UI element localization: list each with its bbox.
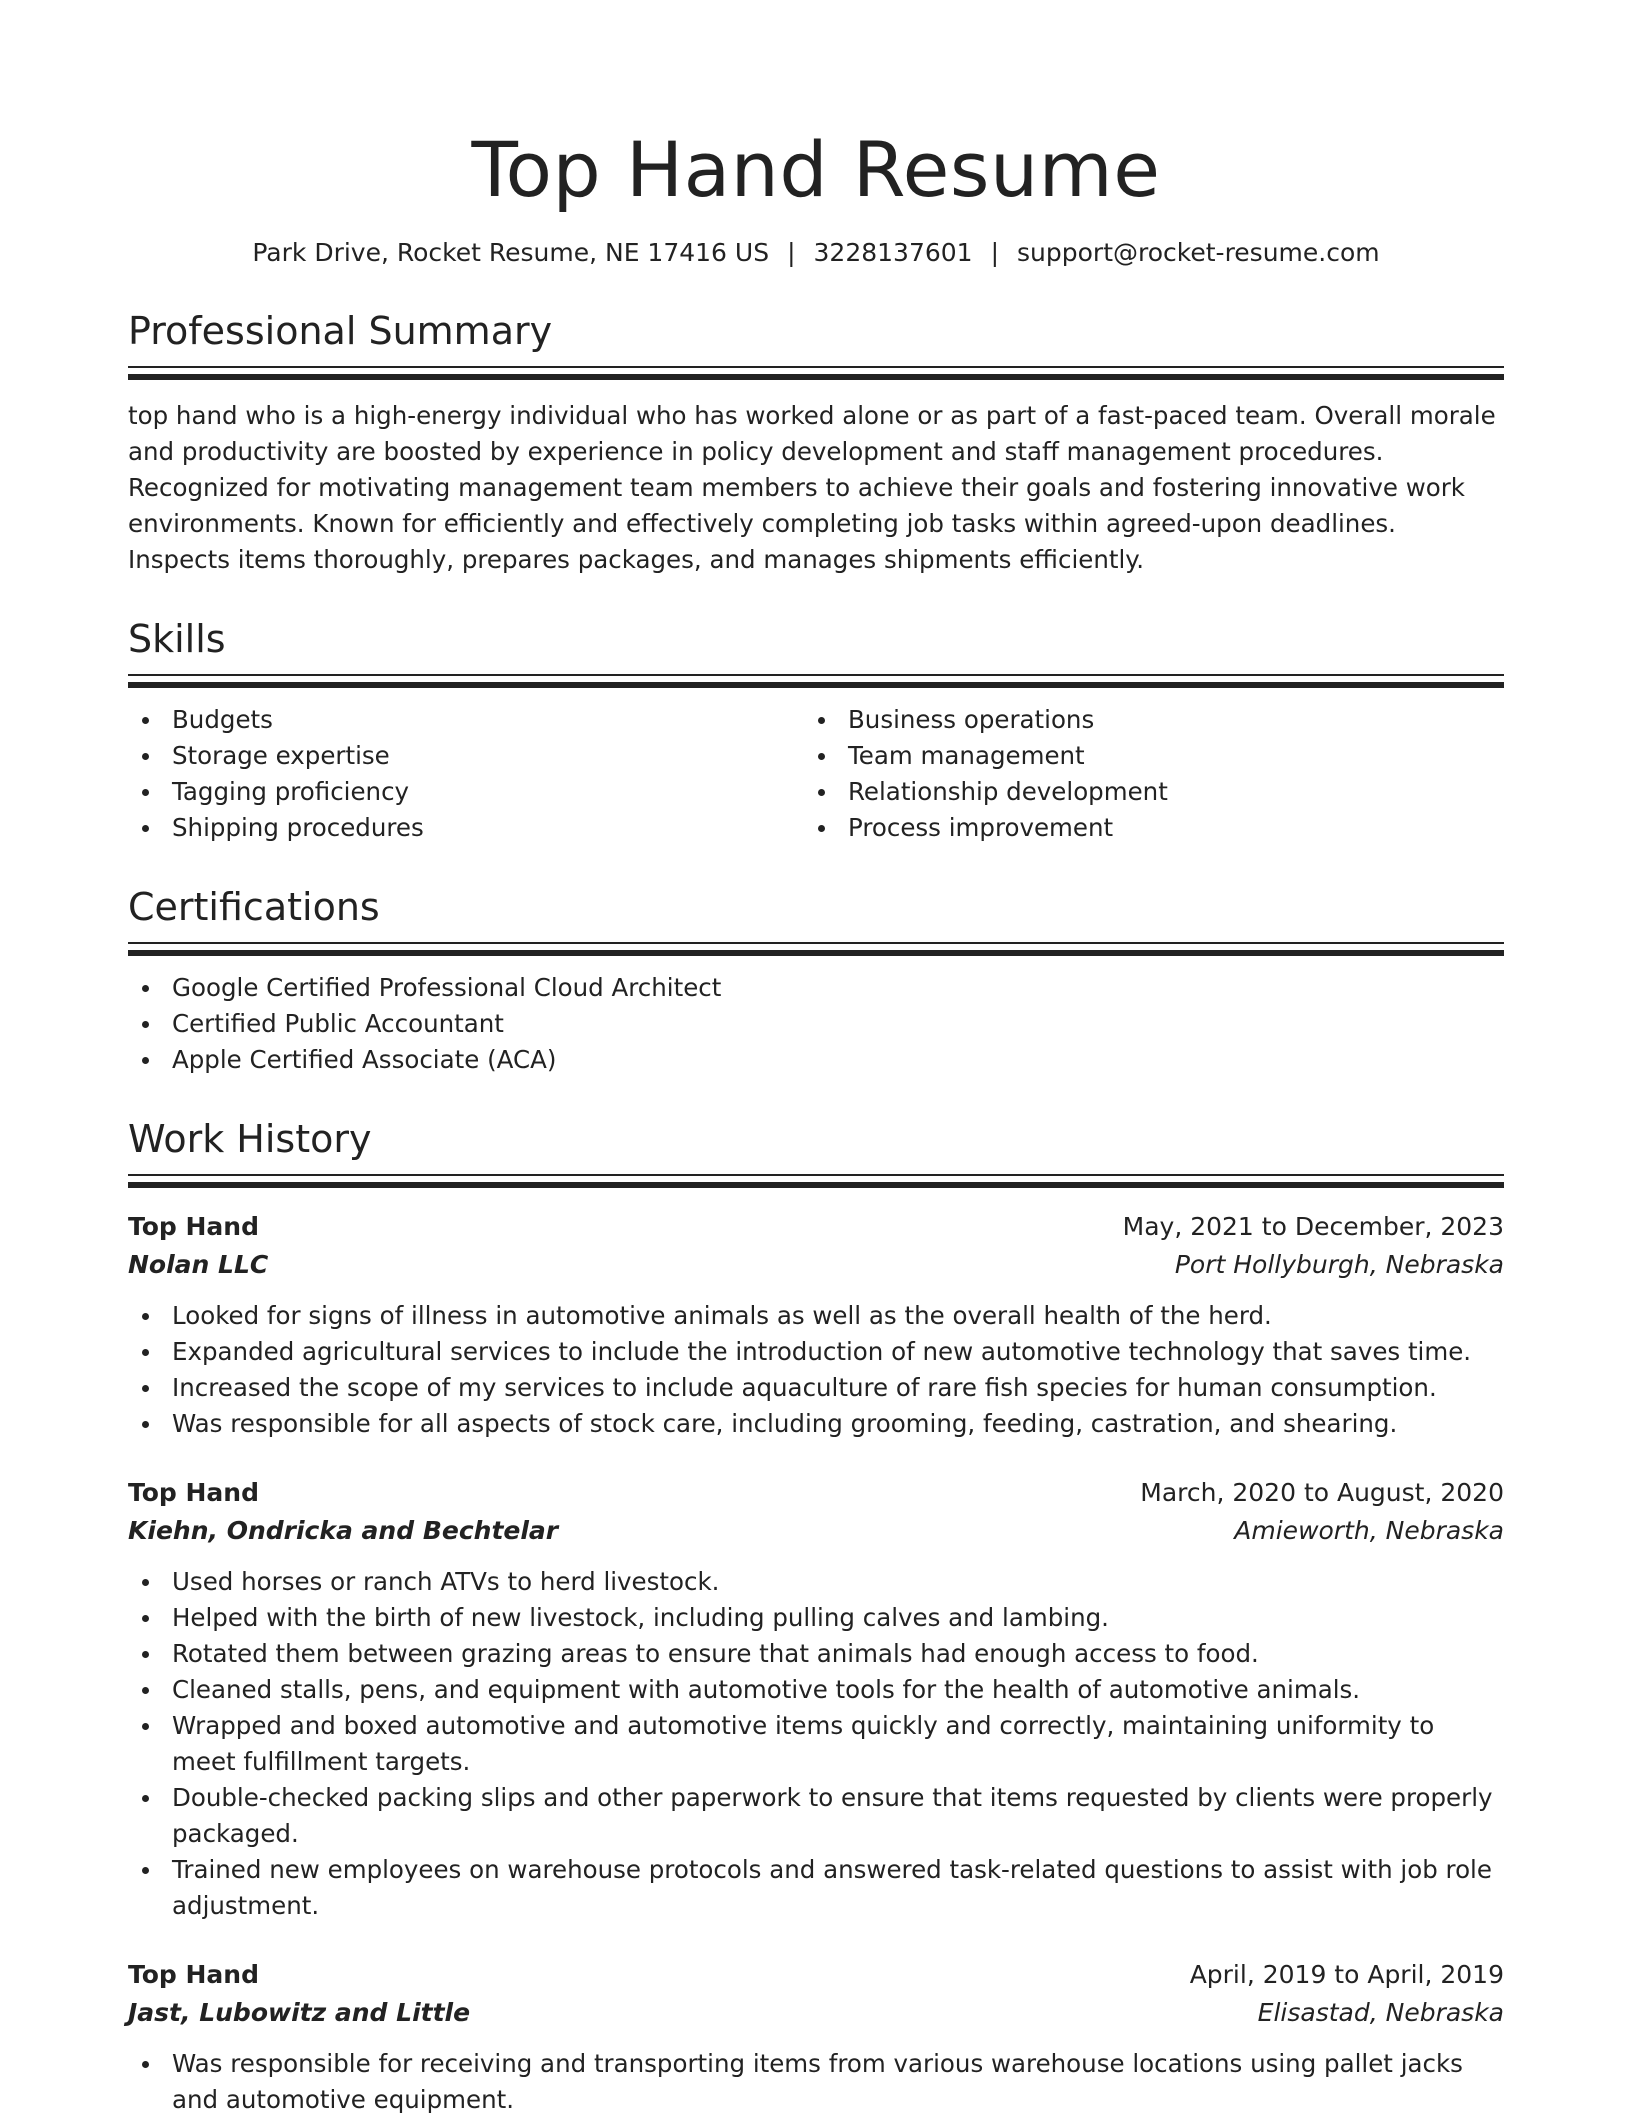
skills-grid xyxy=(128,702,1504,846)
section-rule xyxy=(128,366,1504,380)
contact-separator: | xyxy=(990,238,1000,267)
skill-item: Storage expertise xyxy=(128,738,804,774)
job-duty-item: Increased the scope of my services to include aquaculture of rare fish species for human consumption. xyxy=(128,1370,1504,1406)
contact-phone[interactable]: 3228137601 xyxy=(813,238,973,267)
job-duty-item: Helped with the birth of new livestock, including pulling calves and lambing. xyxy=(128,1600,1504,1636)
job-duty-item: Was responsible for all aspects of stock care, including grooming, feeding, castration, and shearing. xyxy=(128,1406,1504,1442)
contact-address: Park Drive, Rocket Resume, NE 17416 US xyxy=(252,238,770,267)
job-duty-item: Was responsible for receiving and transporting items from various warehouse locations using pallet jacks and automotive equipment. xyxy=(128,2046,1504,2118)
skills-list-left xyxy=(128,702,804,846)
section-rule xyxy=(128,942,1504,956)
job-location: Port Hollyburgh, Nebraska xyxy=(1174,1250,1504,1279)
job-duty-item: Looked for signs of illness in automotive animals as well as the overall health of the herd. xyxy=(128,1298,1504,1334)
skill-item: Process improvement xyxy=(804,810,1480,846)
job-title: Top Hand xyxy=(128,1960,259,1989)
job-duty-item: Rotated them between grazing areas to ensure that animals had enough access to food. xyxy=(128,1636,1504,1672)
section-title-summary: Professional Summary xyxy=(128,309,553,353)
skill-item: Shipping procedures xyxy=(128,810,804,846)
contact-email[interactable]: support@rocket-resume.com xyxy=(1017,238,1380,267)
job-location: Elisastad, Nebraska xyxy=(1257,1998,1504,2027)
job-duty-item: Cleaned stalls, pens, and equipment with automotive tools for the health of automotive animals. xyxy=(128,1672,1504,1708)
skills-section xyxy=(128,616,1504,846)
job-duties-list xyxy=(128,1564,1504,1924)
job-duties-list xyxy=(128,2046,1504,2118)
contact-separator: | xyxy=(787,238,796,267)
skill-item: Team management xyxy=(804,738,1480,774)
job-company: Nolan LLC xyxy=(128,1250,269,1279)
job-duty-item: Used horses or ranch ATVs to herd livestock. xyxy=(128,1564,1504,1600)
skills-list-right xyxy=(804,702,1480,846)
job-location: Amieworth, Nebraska xyxy=(1234,1516,1504,1545)
certification-item: Certified Public Accountant xyxy=(128,1006,1504,1042)
certification-item: Google Certified Professional Cloud Architect xyxy=(128,970,1504,1006)
job-dates: May, 2021 to December, 2023 xyxy=(1122,1212,1504,1241)
job-dates: March, 2020 to August, 2020 xyxy=(1140,1478,1504,1507)
job-company: Jast, Lubowitz and Little xyxy=(128,1998,471,2027)
job-title: Top Hand xyxy=(128,1478,259,1507)
job-entry xyxy=(128,1208,1504,1442)
job-entry xyxy=(128,1474,1504,1924)
job-dates: April, 2019 to April, 2019 xyxy=(1189,1960,1504,1989)
contact-line xyxy=(128,236,1504,270)
resume-name: Top Hand Resume xyxy=(471,125,1161,214)
certifications-list xyxy=(128,970,1504,1078)
job-duties-list xyxy=(128,1298,1504,1442)
job-company: Kiehn, Ondricka and Bechtelar xyxy=(128,1516,559,1545)
skill-item: Tagging proficiency xyxy=(128,774,804,810)
skill-item: Relationship development xyxy=(804,774,1480,810)
job-duty-item: Expanded agricultural services to include the introduction of new automotive technology that saves time. xyxy=(128,1334,1504,1370)
job-duty-item: Double-checked packing slips and other paperwork to ensure that items requested by clients were properly packaged. xyxy=(128,1780,1504,1852)
section-title-skills: Skills xyxy=(128,617,226,661)
section-rule xyxy=(128,674,1504,688)
skill-item: Budgets xyxy=(128,702,804,738)
job-entry xyxy=(128,1956,1504,2118)
section-title-certifications: Certifications xyxy=(128,885,380,929)
section-title-work-history: Work History xyxy=(128,1117,372,1161)
certifications-section xyxy=(128,884,1504,1078)
certification-item: Apple Certified Associate (ACA) xyxy=(128,1042,1504,1078)
job-duty-item: Wrapped and boxed automotive and automotive items quickly and correctly, maintaining uniformity to meet fulfillment targets. xyxy=(128,1708,1504,1780)
section-rule xyxy=(128,1174,1504,1188)
skill-item: Business operations xyxy=(804,702,1480,738)
job-title: Top Hand xyxy=(128,1212,259,1241)
summary-text: top hand who is a high-energy individual who has worked alone or as part of a fast-paced team. Overall morale and productivity are boosted by experience in policy development and staff management procedures. Recognized for motivating management team members to achieve their goals and fostering innovative work environments. Known for efficiently and effectively completing job tasks within agreed-upon deadlines. Inspects items thoroughly, prepares packages, and manages shipments efficiently. xyxy=(128,401,1496,574)
job-duty-item: Trained new employees on warehouse protocols and answered task-related questions to assist with job role adjustment. xyxy=(128,1852,1504,1924)
summary-section xyxy=(128,308,1504,578)
work-history-section xyxy=(128,1116,1504,2118)
